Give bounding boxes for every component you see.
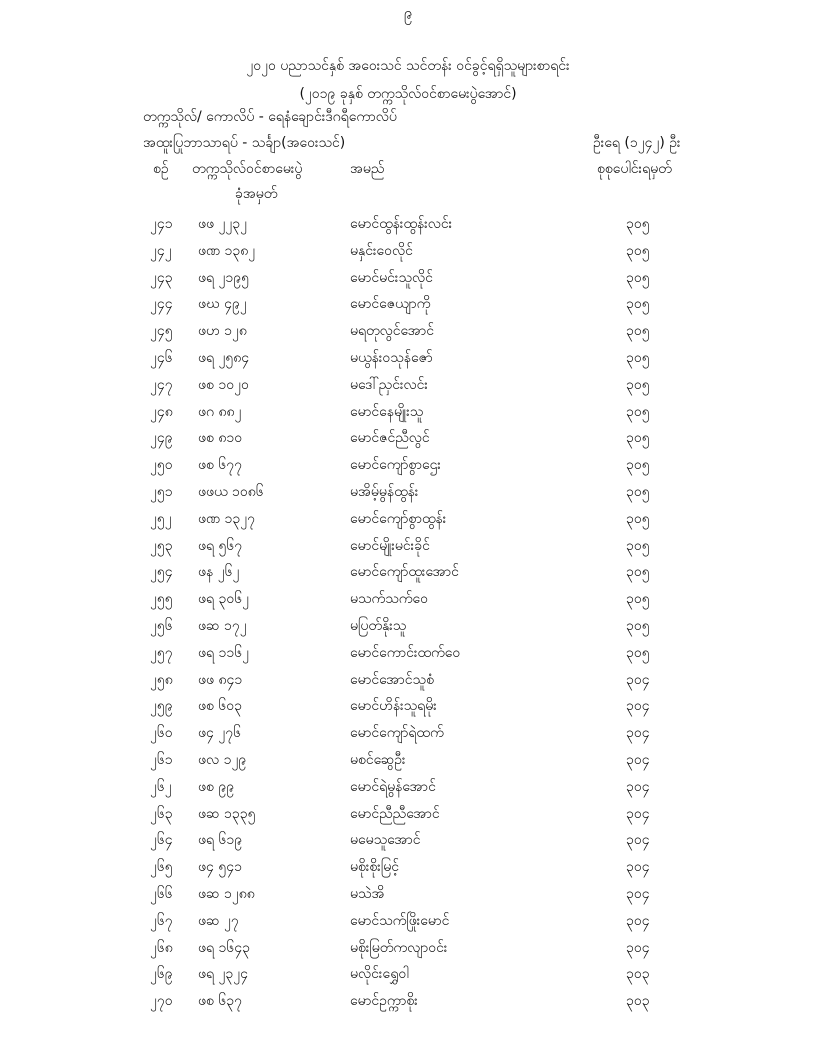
row-number: ၂၆၃ (150, 805, 173, 822)
table-row (0, 723, 816, 750)
table-row (0, 294, 816, 321)
total-mark: ၃၀၄ (626, 805, 650, 822)
table-row (0, 268, 816, 295)
roll-number: ဖစ ၆၃၇ (198, 993, 242, 1010)
student-name: မအိမ့်မွန်ထွန်း (350, 483, 419, 500)
table-row (0, 402, 816, 429)
student-name: မမေသူအောင် (350, 832, 421, 849)
row-number: ၂၆၄ (150, 832, 173, 849)
total-mark: ၃၀၅ (626, 349, 650, 366)
table-row (0, 482, 816, 509)
table-row (0, 777, 816, 804)
row-number: ၂၄၂ (150, 242, 172, 259)
table-row (0, 214, 816, 241)
row-number: ၂၅၇ (150, 644, 173, 661)
row-number: ၂၄၅ (150, 323, 173, 340)
row-number: ၂၅၈ (150, 671, 173, 688)
roll-number: ဖဖ ၈၄၁ (198, 671, 243, 688)
student-name: မရတုလွင်အောင် (350, 323, 434, 340)
student-name: မောင်နေမျိုးသူ (350, 403, 424, 420)
student-name: မောင်ထွန်းထွန်းလင်း (350, 216, 453, 232)
student-name: မောင်ကောင်းထက်ဝေ (350, 644, 461, 661)
table-row (0, 750, 816, 777)
roll-number: ဖစ ၈၁၀ (198, 430, 243, 447)
table-row (0, 857, 816, 884)
table-row (0, 670, 816, 697)
total-mark: ၃၀၅ (626, 296, 650, 313)
student-name: မယွန်းဝသုန်ဇော် (350, 349, 433, 366)
row-number: ၂၄၆ (150, 349, 173, 366)
total-mark: ၃၀၃ (626, 993, 650, 1010)
row-number: ၂၅၆ (150, 617, 173, 634)
row-number: ၂၄၃ (150, 269, 173, 286)
roll-number: ဖဂ ၈၈၂ (198, 403, 242, 420)
page-number: ၉ (403, 4, 413, 22)
student-name: မပြတ်နိုးသူ (350, 617, 407, 634)
student-name: မောင်သက်ဖြိုးမောင် (350, 912, 450, 929)
row-number: ၂၄၁ (150, 216, 173, 232)
total-mark: ၃၀၄ (626, 939, 650, 956)
roll-number: ဖစ ၉၉ (198, 778, 235, 795)
header-roll-number-line2: ခုံအမှတ် (235, 186, 278, 202)
total-mark: ၃၀၄ (626, 832, 650, 849)
row-number: ၂၅၁ (150, 483, 173, 500)
student-name: မောင်အောင်သူစံ (350, 671, 434, 688)
table-row (0, 884, 816, 911)
table-row (0, 321, 816, 348)
row-number: ၂၆၂ (150, 778, 172, 795)
header-name: အမည် (350, 161, 385, 177)
roll-number: ဖဏ ၁၃၂၇ (198, 510, 256, 527)
results-table (0, 214, 816, 1018)
table-row (0, 348, 816, 375)
student-name: မသက်သက်ဝေ (350, 591, 428, 608)
row-number: ၂၆၆ (150, 885, 173, 902)
total-mark: ၃၀၄ (626, 859, 650, 876)
row-number: ၂၄၄ (150, 296, 173, 313)
total-mark: ၃၀၅ (626, 591, 650, 608)
table-row (0, 938, 816, 965)
roll-number: ဖရ ၂၅၈၄ (198, 349, 250, 366)
table-row (0, 964, 816, 991)
row-number: ၂၆၉ (150, 966, 173, 983)
roll-number: ဖဖယ ၁၀၈၆ (198, 483, 264, 500)
student-name: မလိုင်းရွှေဝါ (350, 966, 409, 983)
total-mark: ၃၀၄ (626, 778, 650, 795)
total-mark: ၃၀၄ (626, 751, 650, 768)
table-row (0, 804, 816, 831)
student-name: မစိုးစိုးမြင့် (350, 859, 399, 876)
row-number: ၂၅၂ (150, 510, 172, 527)
table-row (0, 455, 816, 482)
row-number: ၂၅၄ (150, 564, 173, 581)
total-mark: ၃၀၅ (626, 403, 650, 420)
roll-number: ဖဟ ၁၂၈ (198, 323, 247, 340)
student-name: မောင်မျိုးမင်းခိုင် (350, 537, 430, 554)
row-number: ၂၄၇ (150, 376, 173, 393)
roll-number: ဖရ ၂၁၉၅ (198, 269, 249, 286)
roll-number: ဖစ ၆၀၃ (198, 698, 242, 715)
total-mark: ၃၀၅ (626, 430, 650, 447)
total-mark: ၃၀၅ (626, 216, 650, 232)
table-row (0, 375, 816, 402)
total-mark: ၃၀၅ (626, 457, 650, 474)
student-name: မဒေါ်ညှင်းလင်း (350, 376, 428, 393)
total-mark: ၃၀၃ (626, 966, 650, 983)
student-name: မောင်ဟိန်းသူရမိုး (350, 698, 437, 715)
student-name: မောင်ဇေယျာကို (350, 296, 431, 313)
roll-number: ဖ၄ ၂၇၆ (198, 725, 241, 742)
row-number: ၂၆၀ (150, 725, 173, 742)
subject-line: အထူးပြုဘာသာရပ် - သင်္ချာ(အဝေးသင်) (143, 135, 346, 151)
university-line: တက္ကသိုလ်/ ကောလိပ် - ရေနံချောင်းဒီဂရီကောလိပ် (143, 109, 397, 125)
table-row (0, 830, 816, 857)
header-no: စဉ် (153, 161, 169, 177)
row-number: ၂၄၈ (150, 403, 173, 420)
row-number: ၂၆၅ (150, 859, 173, 876)
total-mark: ၃၀၅ (626, 242, 650, 259)
row-number: ၂၅၃ (150, 537, 173, 554)
roll-number: ဖရ ၁၆၄၃ (198, 939, 250, 956)
document-subtitle: (၂၀၁၉ ခုနှစ် တက္ကသိုလ်ဝင်စာမေးပွဲအောင်) (299, 86, 517, 102)
total-count: ဦးရေ (၁၂၄၂) ဦး (593, 135, 681, 151)
roll-number: ဖစ ၆၇၇ (198, 457, 242, 474)
roll-number: ဖန ၂၆၂ (198, 564, 240, 581)
total-mark: ၃၀၅ (626, 564, 650, 581)
student-name: မောင်ကျော်စွာဌေး (350, 457, 441, 474)
total-mark: ၃၀၅ (626, 269, 650, 286)
student-name: မောင်ဇင်ညီလွင် (350, 430, 430, 447)
student-name: မောင်ကျော်စွာထွန်း (350, 510, 447, 527)
student-name: မောင်ကျော်ရဲထက် (350, 725, 444, 742)
total-mark: ၃၀၅ (626, 617, 650, 634)
student-name: မသဲအိ (350, 885, 385, 902)
table-row (0, 428, 816, 455)
total-mark: ၃၀၄ (626, 698, 650, 715)
row-number: ၂၆၁ (150, 751, 173, 768)
roll-number: ဖဆ ၁၃၃၅ (198, 805, 256, 822)
student-name: မောင်မင်းသူလိုင် (350, 269, 433, 286)
student-name: မစင်ဆွေဦး (350, 751, 406, 768)
roll-number: ဖဆ ၂၇ (198, 912, 239, 929)
total-mark: ၃၀၅ (626, 510, 650, 527)
row-number: ၂၇၀ (150, 993, 173, 1010)
student-name: မနှင်းဝေလိုင် (350, 242, 413, 259)
roll-number: ဖ၄ ၅၄၁ (198, 859, 242, 876)
row-number: ၂၄၉ (150, 430, 173, 447)
table-row (0, 509, 816, 536)
roll-number: ဖဖ ၂၂၃၂ (198, 216, 247, 232)
roll-number: ဖရ ၆၁၉ (198, 832, 243, 849)
student-name: မစိုးမြတ်ကလျာဝင်း (350, 939, 448, 956)
student-name: မောင်ညီညီအောင် (350, 805, 440, 822)
table-row (0, 911, 816, 938)
roll-number: ဖရ ၅၆၇ (198, 537, 243, 554)
total-mark: ၃၀၅ (626, 323, 650, 340)
total-mark: ၃၀၄ (626, 671, 650, 688)
table-row (0, 536, 816, 563)
table-row (0, 562, 816, 589)
roll-number: ဖဏ ၁၃၈၂ (198, 242, 256, 259)
roll-number: ဖစ ၁၀၂၀ (198, 376, 249, 393)
roll-number: ဖရ ၃၀၆၂ (198, 591, 249, 608)
roll-number: ဖရ ၂၃၂၄ (198, 966, 248, 983)
row-number: ၂၅၉ (150, 698, 173, 715)
total-mark: ၃၀၅ (626, 376, 650, 393)
roll-number: ဖလ ၁၂၉ (198, 751, 247, 768)
total-mark: ၃၀၅ (626, 537, 650, 554)
student-name: မောင်ကျော်ထူးအောင် (350, 564, 459, 581)
table-row (0, 696, 816, 723)
row-number: ၂၆၇ (150, 912, 173, 929)
roll-number: ဖဃ ၄၉၂ (198, 296, 247, 313)
total-mark: ၃၀၄ (626, 912, 650, 929)
row-number: ၂၆၈ (150, 939, 173, 956)
total-mark: ၃၀၅ (626, 644, 650, 661)
header-roll-number: တက္ကသိုလ်ဝင်စာမေးပွဲ (192, 161, 303, 177)
table-row (0, 643, 816, 670)
student-name: မောင်ဥက္ကာစိုး (350, 993, 418, 1010)
row-number: ၂၅၀ (150, 457, 173, 474)
table-row (0, 991, 816, 1018)
table-row (0, 589, 816, 616)
student-name: မောင်ရဲမွန်အောင် (350, 778, 436, 795)
roll-number: ဖဆ ၁၇၂ (198, 617, 247, 634)
total-mark: ၃၀၅ (626, 483, 650, 500)
roll-number: ဖရ ၁၁၆၂ (198, 644, 249, 661)
total-mark: ၃၀၄ (626, 885, 650, 902)
document-title: ၂၀၂၀ ပညာသင်နှစ် အဝေးသင် သင်တန်း ဝင်ခွင့်ရရှိသူများစာရင်း (246, 58, 570, 74)
header-total-mark: စုစုပေါင်းရမှတ် (597, 161, 672, 177)
table-row (0, 616, 816, 643)
table-row (0, 241, 816, 268)
row-number: ၂၅၅ (150, 591, 173, 608)
roll-number: ဖဆ ၁၂၈၈ (198, 885, 255, 902)
total-mark: ၃၀၄ (626, 725, 650, 742)
